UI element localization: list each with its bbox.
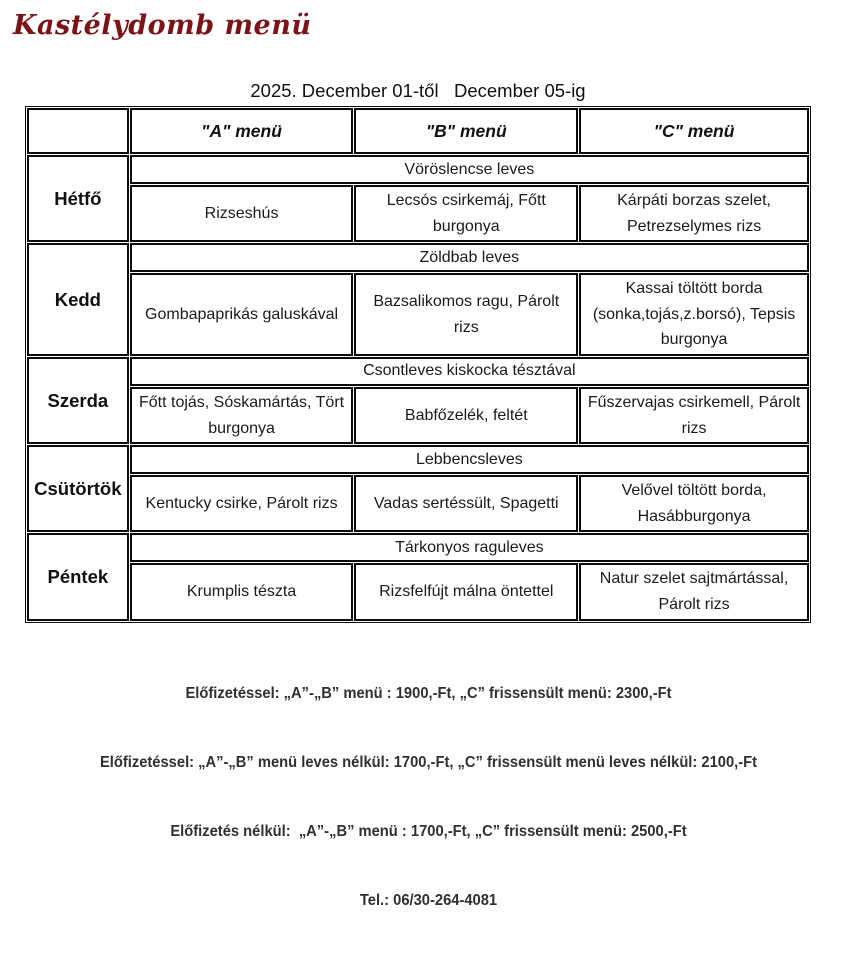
soup-tuesday: Zöldbab leves <box>130 243 809 272</box>
soup-thursday: Lebbencsleves <box>130 445 809 474</box>
mains-row-friday <box>27 563 809 620</box>
soup-row-monday <box>27 155 809 184</box>
day-name-wednesday: Szerda <box>27 357 129 444</box>
menu-c-wednesday: Fűszervajas csirkemell, Párolt rizs <box>579 387 809 444</box>
soup-wednesday: Csontleves kiskocka tésztával <box>130 357 809 386</box>
menu-a-monday: Rizseshús <box>130 185 354 242</box>
soup-friday: Tárkonyos raguleves <box>130 533 809 562</box>
column-header-c-menu: "C" menü <box>579 108 809 154</box>
menu-b-friday: Rizsfelfújt málna öntettel <box>354 563 578 620</box>
menu-section <box>25 80 811 623</box>
mains-row-monday <box>27 185 809 242</box>
menu-c-friday: Natur szelet sajtmártással, Párolt rizs <box>579 563 809 620</box>
soup-row-tuesday <box>27 243 809 272</box>
menu-c-thursday: Velővel töltött borda, Hasábburgonya <box>579 475 809 532</box>
menu-b-wednesday: Babfőzelék, feltét <box>354 387 578 444</box>
menu-a-thursday: Kentucky csirke, Párolt rizs <box>130 475 354 532</box>
footer-line-phone: Tel.: 06/30-264-4081 <box>359 891 498 909</box>
price-footer <box>21 636 835 958</box>
soup-row-thursday <box>27 445 809 474</box>
footer-line-prepaid-no-soup: Előfizetéssel: „A”-„B” menü leves nélkül: 1700,-Ft, „C” frissensült menü leves nélkül: 2100,-Ft <box>99 753 758 771</box>
soup-row-friday <box>27 533 809 562</box>
menu-c-monday: Kárpáti borzas szelet, Petrezselymes rizs <box>579 185 809 242</box>
page-title: Kastélydomb menü <box>13 10 312 41</box>
day-column-header <box>27 108 129 154</box>
menu-b-tuesday: Bazsalikomos ragu, Párolt rizs <box>354 273 578 356</box>
footer-line-no-prepay: Előfizetés nélkül: „A”-„B” menü : 1700,-Ft, „C” frissensült menü: 2500,-Ft <box>170 822 687 840</box>
menu-a-wednesday: Főtt tojás, Sóskamártás, Tört burgonya <box>130 387 354 444</box>
day-name-monday: Hétfő <box>27 155 129 242</box>
day-name-friday: Péntek <box>27 533 129 620</box>
menu-b-thursday: Vadas sertéssült, Spagetti <box>354 475 578 532</box>
menu-c-tuesday: Kassai töltött borda (sonka,tojás,z.borsó), Tepsis burgonya <box>579 273 809 356</box>
mains-row-tuesday <box>27 273 809 356</box>
soup-monday: Vöröslencse leves <box>130 155 809 184</box>
weekly-menu-table <box>25 106 811 623</box>
mains-row-thursday <box>27 475 809 532</box>
menu-a-tuesday: Gombapaprikás galuskával <box>130 273 354 356</box>
column-header-a-menu: "A" menü <box>130 108 354 154</box>
table-header-row <box>27 108 809 154</box>
day-name-thursday: Csütörtök <box>27 445 129 532</box>
soup-row-wednesday <box>27 357 809 386</box>
date-range: 2025. December 01-től December 05-ig <box>250 80 586 101</box>
column-header-b-menu: "B" menü <box>354 108 578 154</box>
menu-a-friday: Krumplis tészta <box>130 563 354 620</box>
day-name-tuesday: Kedd <box>27 243 129 356</box>
mains-row-wednesday <box>27 387 809 444</box>
footer-line-prepaid-full: Előfizetéssel: „A”-„B” menü : 1900,-Ft, „C” frissensült menü: 2300,-Ft <box>185 684 672 702</box>
menu-b-monday: Lecsós csirkemáj, Főtt burgonya <box>354 185 578 242</box>
